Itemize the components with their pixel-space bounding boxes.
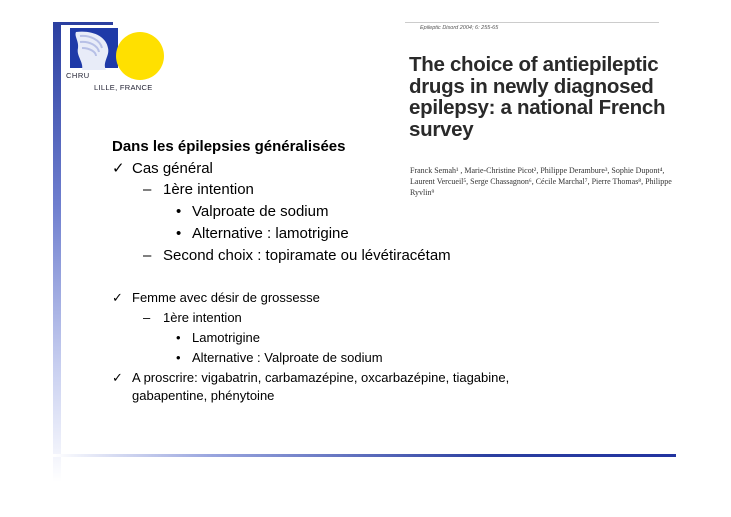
first-intention-label: 1ère intention bbox=[163, 181, 254, 198]
bullet-icon: • bbox=[176, 330, 181, 345]
list-item bbox=[176, 350, 383, 365]
top-accent-line bbox=[53, 22, 113, 25]
dash-icon: – bbox=[143, 310, 151, 325]
option-text: Lamotrigine bbox=[192, 330, 260, 345]
bullet-icon: • bbox=[176, 203, 182, 220]
check-icon: ✓ bbox=[112, 290, 123, 305]
dash-icon: – bbox=[143, 247, 152, 264]
bullet-icon: • bbox=[176, 350, 181, 365]
list-item bbox=[143, 247, 451, 264]
logo-text-location: LILLE, FRANCE bbox=[94, 83, 153, 92]
bullet-icon: • bbox=[176, 225, 182, 242]
list-item bbox=[112, 370, 509, 386]
paper-authors: Franck Semah¹ , Marie-Christine Picot², Philippe Derambure³, Sophie Dupont⁴, Laurent Vercueil⁵, Serge Chassagnon⁶, Cécile Marchal⁷, Pierre Thomas⁸, Philippe Ryvlin⁹ bbox=[410, 166, 672, 197]
slide-heading: Dans les épilepsies généralisées bbox=[112, 138, 346, 155]
proscribe-text: A proscrire: vigabatrin, carbamazépine, oxcarbazépine, tiagabine, bbox=[132, 370, 510, 385]
paper-citation: Epileptic Disord 2004; 6: 255-65 bbox=[420, 25, 499, 31]
case-general-label: Cas général bbox=[132, 160, 213, 177]
dash-icon: – bbox=[143, 181, 152, 198]
list-item bbox=[143, 181, 254, 198]
list-item bbox=[176, 330, 260, 345]
option-text: Alternative : Valproate de sodium bbox=[192, 350, 383, 365]
list-item bbox=[112, 290, 320, 306]
list-item bbox=[176, 203, 328, 220]
list-item bbox=[176, 225, 349, 242]
case-pregnancy-label: Femme avec désir de grossesse bbox=[132, 290, 320, 305]
logo-text-chru: CHRU bbox=[66, 71, 90, 80]
option-text: Alternative : lamotrigine bbox=[192, 225, 349, 242]
paper-title: The choice of antiepileptic drugs in newly diagnosed epilepsy: a national French survey bbox=[409, 53, 666, 141]
paper-header-rule bbox=[405, 22, 659, 23]
option-text: Valproate de sodium bbox=[192, 203, 329, 220]
proscribe-text-continued: gabapentine, phénytoine bbox=[132, 388, 275, 403]
first-intention-label: 1ère intention bbox=[163, 310, 242, 325]
check-icon: ✓ bbox=[112, 370, 123, 385]
list-item bbox=[143, 310, 242, 325]
second-choice-label: Second choix : topiramate ou lévétiracétam bbox=[163, 247, 451, 264]
left-accent-bar bbox=[53, 22, 61, 482]
bottom-accent-line bbox=[53, 454, 676, 457]
list-item bbox=[112, 159, 213, 177]
check-icon: ✓ bbox=[112, 160, 125, 177]
